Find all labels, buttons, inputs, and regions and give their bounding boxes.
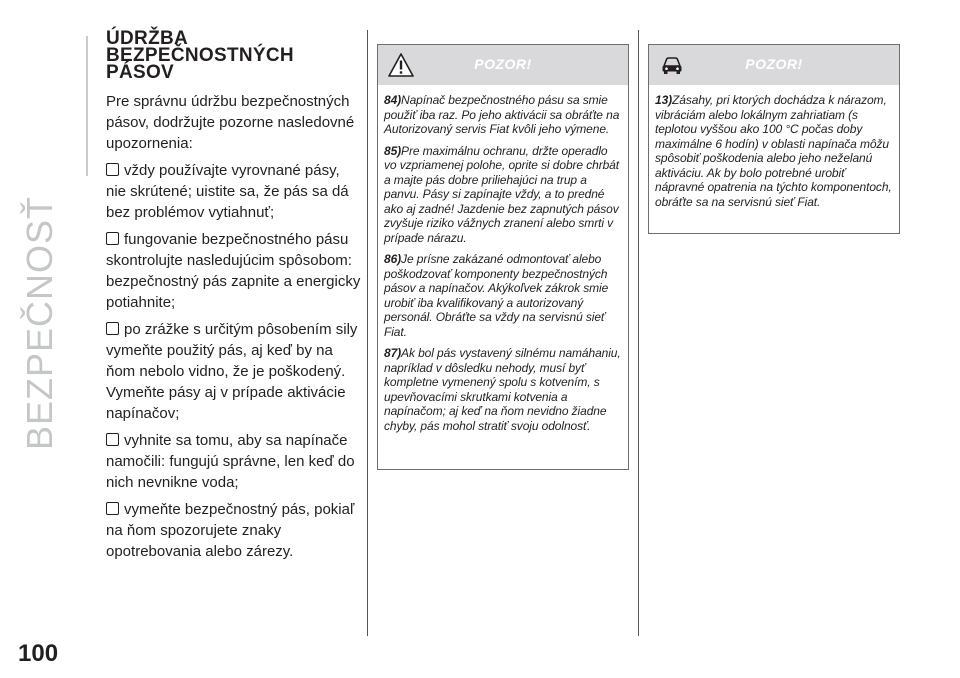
warning-item-number: 85) (384, 143, 402, 158)
warning-box-left (377, 44, 629, 470)
warning-item (384, 252, 622, 339)
heading-line: BEZPEČNOSTNÝCH (106, 45, 294, 66)
warning-item (384, 93, 622, 137)
warning-item-number: 84) (384, 93, 402, 107)
checkbox-bullet-icon (106, 322, 119, 335)
bullet-item (106, 499, 362, 562)
checkbox-bullet-icon (106, 502, 119, 515)
section-heading (106, 30, 362, 81)
warning-title: POZOR! (745, 56, 803, 72)
warning-item (384, 144, 622, 246)
column-divider-2 (638, 30, 639, 636)
warning-item-number: 13) (655, 93, 673, 107)
side-divider (86, 36, 88, 176)
bullet-text: vždy používajte vyrovnané pásy, nie skrútené; uistite sa, že pás sa dá bez problémov vytiahnuť; (106, 162, 349, 221)
section-side-title: BEZPEČNOSŤ (19, 195, 60, 450)
warning-item-number: 87) (384, 346, 402, 360)
warning-item-text: Pre maximálnu ochranu, držte operadlo vo vzpriamenej polohe, oprite si dobre chrbát a majte pás dobre priliehajúci na trup a panvu. Pásy si zapínajte vždy, a to predné ako aj zadné! Jazdenie bez zapnutých pásov zvyšuje riziko vážnych zranení alebo smrti v prípade nárazu. (384, 143, 619, 245)
warning-item-text: Ak bol pás vystavený silnému namáhaniu, napríklad v dôsledku nehody, musí byť kompletne vymenený spolu s kotvením, s upevňovacími skrutkami kotvenia a napínačom; aj keď na ňom nevidno žiadne chyby, pás mohol stratiť svoju odolnosť. (384, 346, 621, 433)
maintenance-section (106, 30, 362, 568)
warning-header (378, 45, 628, 85)
warning-body (649, 85, 899, 222)
warning-body (378, 85, 628, 446)
bullet-text: vyhnite sa tomu, aby sa napínače namočili: fungujú správne, len keď do nich nevnikne voda; (106, 432, 355, 491)
warning-item (384, 346, 622, 433)
bullet-item (106, 229, 362, 313)
bullet-text: vymeňte bezpečnostný pás, pokiaľ na ňom spozorujete znaky opotrebovania alebo zárezy. (106, 501, 355, 560)
warning-title: POZOR! (474, 56, 532, 72)
column-divider-1 (367, 30, 368, 636)
checkbox-bullet-icon (106, 232, 119, 245)
warning-item-text: Je prísne zakázané odmontovať alebo poškodzovať komponenty bezpečnostných pásov a napínačov. Akýkoľvek zákrok smie urobiť iba kvalifikovaný a autorizovaný personál. Obráťte sa vždy na servisnú sieť Fiat. (384, 252, 609, 339)
bullet-text: fungovanie bezpečnostného pásu skontrolujte nasledujúcim spôsobom: bezpečnostný pás zapnite a energicky potiahnite; (106, 231, 361, 311)
warning-item-text: Napínač bezpečnostného pásu sa smie použiť iba raz. Po jeho aktivácii sa obráťte na Autorizovaný servis Fiat kvôli jeho výmene. (384, 93, 620, 136)
warning-header (649, 45, 899, 85)
heading-line: PÁSOV (106, 62, 175, 83)
checkbox-bullet-icon (106, 163, 119, 176)
intro-paragraph: Pre správnu údržbu bezpečnostných pásov, dodržujte pozorne nasledovné upozornenia: (106, 93, 355, 152)
bullet-item (106, 319, 362, 424)
warning-box-right (648, 44, 900, 234)
bullet-item (106, 430, 362, 493)
heading-line: ÚDRŽBA (106, 28, 189, 49)
warning-item (655, 93, 893, 209)
checkbox-bullet-icon (106, 433, 119, 446)
warning-item-number: 86) (384, 252, 402, 266)
bullet-text: po zrážke s určitým pôsobením sily vymeňte použitý pás, aj keď by na ňom nebolo vidno, že je poškodený. Vymeňte pásy aj v prípade aktivácie napínačov; (106, 321, 358, 422)
page-number: 100 (18, 640, 59, 667)
warning-item-text: Zásahy, pri ktorých dochádza k nárazom, vibráciám alebo lokálnym zahriatiam (s teplotou vyššou ako 100 °C počas doby maximálne 6 hodín) v oblasti napínača môžu spôsobiť poškodenia alebo jeho neželanú aktiváciu. Ak by bolo potrebné urobiť nápravné opatrenia na týchto komponentoch, obráťte sa na servisnú sieť Fiat. (655, 93, 892, 209)
bullet-item (106, 160, 362, 223)
